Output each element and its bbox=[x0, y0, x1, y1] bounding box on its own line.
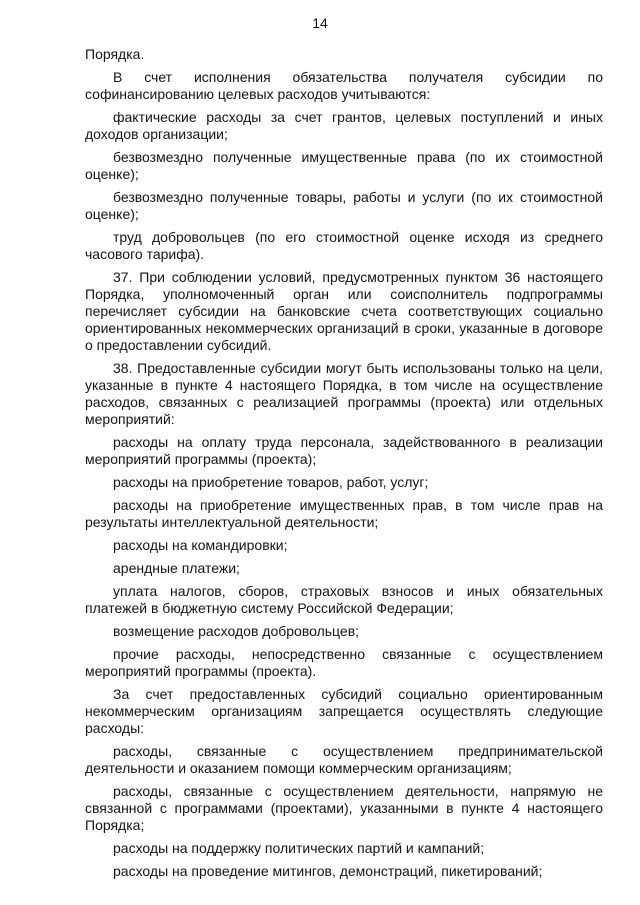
paragraph: расходы на проведение митингов, демонстраций, пикетирований; bbox=[113, 863, 543, 879]
document-body bbox=[85, 46, 603, 880]
paragraph: расходы на поддержку политических партий и кампаний; bbox=[113, 840, 485, 856]
paragraph: расходы, связанные с осуществлением деятельности, напрямую не связанной с программами (проектами), указанными в пункте 4 настоящего Порядка; bbox=[85, 783, 603, 833]
paragraph: За счет предоставленных субсидий социально ориентированным некоммерческим организациям запрещается осуществлять следующие расходы: bbox=[85, 686, 603, 736]
paragraph: В счет исполнения обязательства получателя субсидии по софинансированию целевых расходов учитываются: bbox=[85, 69, 603, 102]
paragraph: уплата налогов, сборов, страховых взносов и иных обязательных платежей в бюджетную систему Российской Федерации; bbox=[85, 583, 603, 616]
paragraph: расходы на оплату труда персонала, задействованного в реализации мероприятий программы (проекта); bbox=[85, 434, 603, 467]
paragraph: арендные платежи; bbox=[113, 560, 240, 576]
paragraph: расходы на командировки; bbox=[113, 537, 288, 553]
paragraph: 37. При соблюдении условий, предусмотренных пунктом 36 настоящего Порядка, уполномоченный орган или соисполнитель подпрограммы перечисляет субсидии на банковские счета соответствующих социально ориентированных некоммерческих организаций в сроки, указанные в договоре о предоставлении субсидий. bbox=[85, 269, 603, 353]
paragraph: безвозмездно полученные имущественные права (по их стоимостной оценке); bbox=[85, 149, 603, 182]
paragraph: прочие расходы, непосредственно связанные с осуществлением мероприятий программы (проекта). bbox=[85, 646, 603, 679]
paragraph: труд добровольцев (по его стоимостной оценке исходя из среднего часового тарифа). bbox=[85, 229, 603, 262]
paragraph: 38. Предоставленные субсидии могут быть использованы только на цели, указанные в пункте 4 настоящего Порядка, в том числе на осуществление расходов, связанных с реализацией программы (проекта) или отдельных мероприятий: bbox=[85, 360, 603, 427]
paragraph: расходы на приобретение имущественных прав, в том числе прав на результаты интеллектуальной деятельности; bbox=[85, 497, 603, 530]
paragraph: расходы, связанные с осуществлением предпринимательской деятельности и оказанием помощи коммерческим организациям; bbox=[85, 743, 603, 776]
paragraph: фактические расходы за счет грантов, целевых поступлений и иных доходов организации; bbox=[85, 109, 603, 142]
paragraph: Порядка. bbox=[85, 46, 145, 62]
paragraph: расходы на приобретение товаров, работ, услуг; bbox=[113, 474, 429, 490]
page-number: 14 bbox=[312, 15, 328, 31]
paragraph: безвозмездно полученные товары, работы и услуги (по их стоимостной оценке); bbox=[85, 189, 603, 222]
paragraph: возмещение расходов добровольцев; bbox=[113, 623, 360, 639]
